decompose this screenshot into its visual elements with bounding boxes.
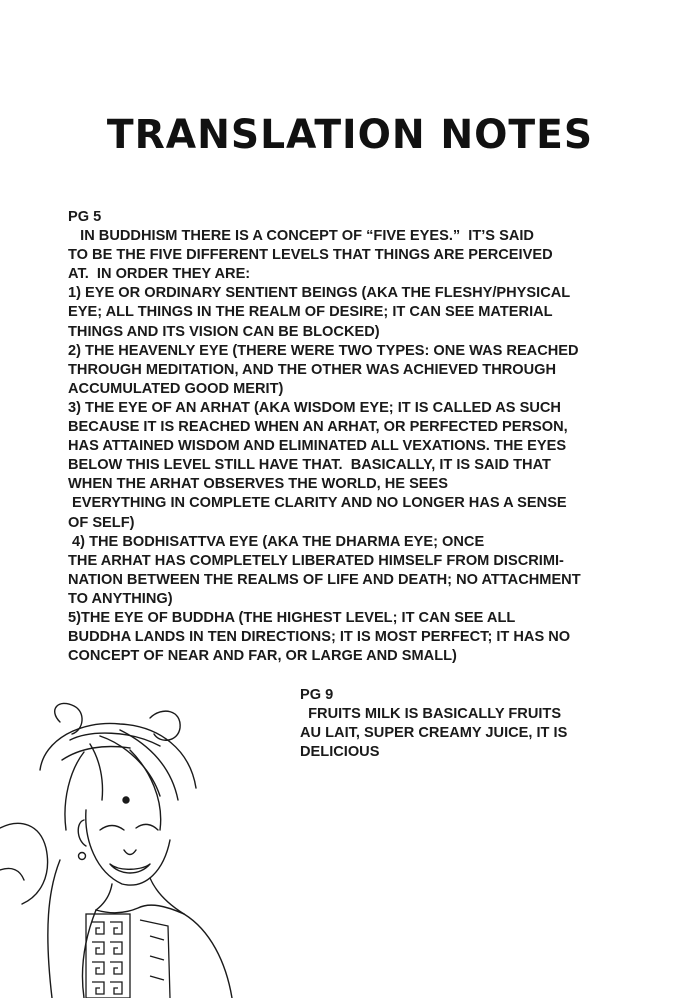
note-page-5-line: 2) THE HEAVENLY EYE (THERE WERE TWO TYPES: ONE WAS REACHED — [68, 342, 579, 359]
note-page-9-line: FRUITS MILK IS BASICALLY FRUITS — [300, 706, 562, 723]
note-page-5-line: THINGS AND ITS VISION CAN BE BLOCKED) — [68, 323, 380, 340]
note-page-9-line: AU LAIT, SUPER CREAMY JUICE, IT IS — [300, 725, 568, 742]
note-page-5-line: IN BUDDHISM THERE IS A CONCEPT OF “FIVE EYES.” IT’S SAID — [68, 228, 534, 245]
note-page-5-line: THROUGH MEDITATION, AND THE OTHER WAS ACHIEVED THROUGH — [68, 361, 557, 378]
note-page-5-line: NATION BETWEEN THE REALMS OF LIFE AND DEATH; NO ATTACHMENT — [68, 571, 581, 588]
note-page-5-line: BECAUSE IT IS REACHED WHEN AN ARHAT, OR PERFECTED PERSON, — [68, 419, 568, 436]
note-page-5-line: BELOW THIS LEVEL STILL HAVE THAT. BASICALLY, IT IS SAID THAT — [68, 457, 551, 474]
note-page-5-line: EVERYTHING IN COMPLETE CLARITY AND NO LONGER HAS A SENSE — [68, 495, 567, 512]
note-page-5-line: 4) THE BODHISATTVA EYE (AKA THE DHARMA EYE; ONCE — [68, 533, 485, 550]
character-sketch-icon — [0, 700, 260, 998]
note-page-5-line: 5)THE EYE OF BUDDHA (THE HIGHEST LEVEL; IT CAN SEE ALL — [68, 609, 516, 626]
note-page-9 — [300, 686, 630, 762]
note-page-5-line: TO BE THE FIVE DIFFERENT LEVELS THAT THINGS ARE PERCEIVED — [68, 247, 553, 264]
note-page-9-line: PG 9 — [300, 687, 334, 703]
note-page-9-line: DELICIOUS — [300, 744, 380, 761]
note-page-5-line: AT. IN ORDER THEY ARE: — [68, 266, 251, 283]
note-page-5-line: PG 5 — [68, 209, 102, 225]
note-page-5-line: WHEN THE ARHAT OBSERVES THE WORLD, HE SEES — [68, 476, 449, 493]
note-page-5-line: HAS ATTAINED WISDOM AND ELIMINATED ALL VEXATIONS. THE EYES — [68, 438, 567, 455]
note-page-5-line: BUDDHA LANDS IN TEN DIRECTIONS; IT IS MOST PERFECT; IT HAS NO — [68, 629, 571, 646]
note-page-5-line: TO ANYTHING) — [68, 590, 173, 607]
note-page-5-line: EYE; ALL THINGS IN THE REALM OF DESIRE; IT CAN SEE MATERIAL — [68, 304, 553, 321]
note-page-5-line: THE ARHAT HAS COMPLETELY LIBERATED HIMSELF FROM DISCRIMI- — [68, 552, 564, 569]
note-page-5-line: 1) EYE OR ORDINARY SENTIENT BEINGS (AKA THE FLESHY/PHYSICAL — [68, 285, 571, 302]
note-page-5-line: CONCEPT OF NEAR AND FAR, OR LARGE AND SMALL) — [68, 648, 457, 665]
page-title: TRANSLATION NOTES — [106, 112, 594, 158]
note-page-5-line: 3) THE EYE OF AN ARHAT (AKA WISDOM EYE; IT IS CALLED AS SUCH — [68, 399, 561, 416]
note-page-5 — [68, 208, 658, 666]
note-page-5-line: OF SELF) — [68, 514, 135, 531]
note-page-5-line: ACCUMULATED GOOD MERIT) — [68, 380, 284, 397]
